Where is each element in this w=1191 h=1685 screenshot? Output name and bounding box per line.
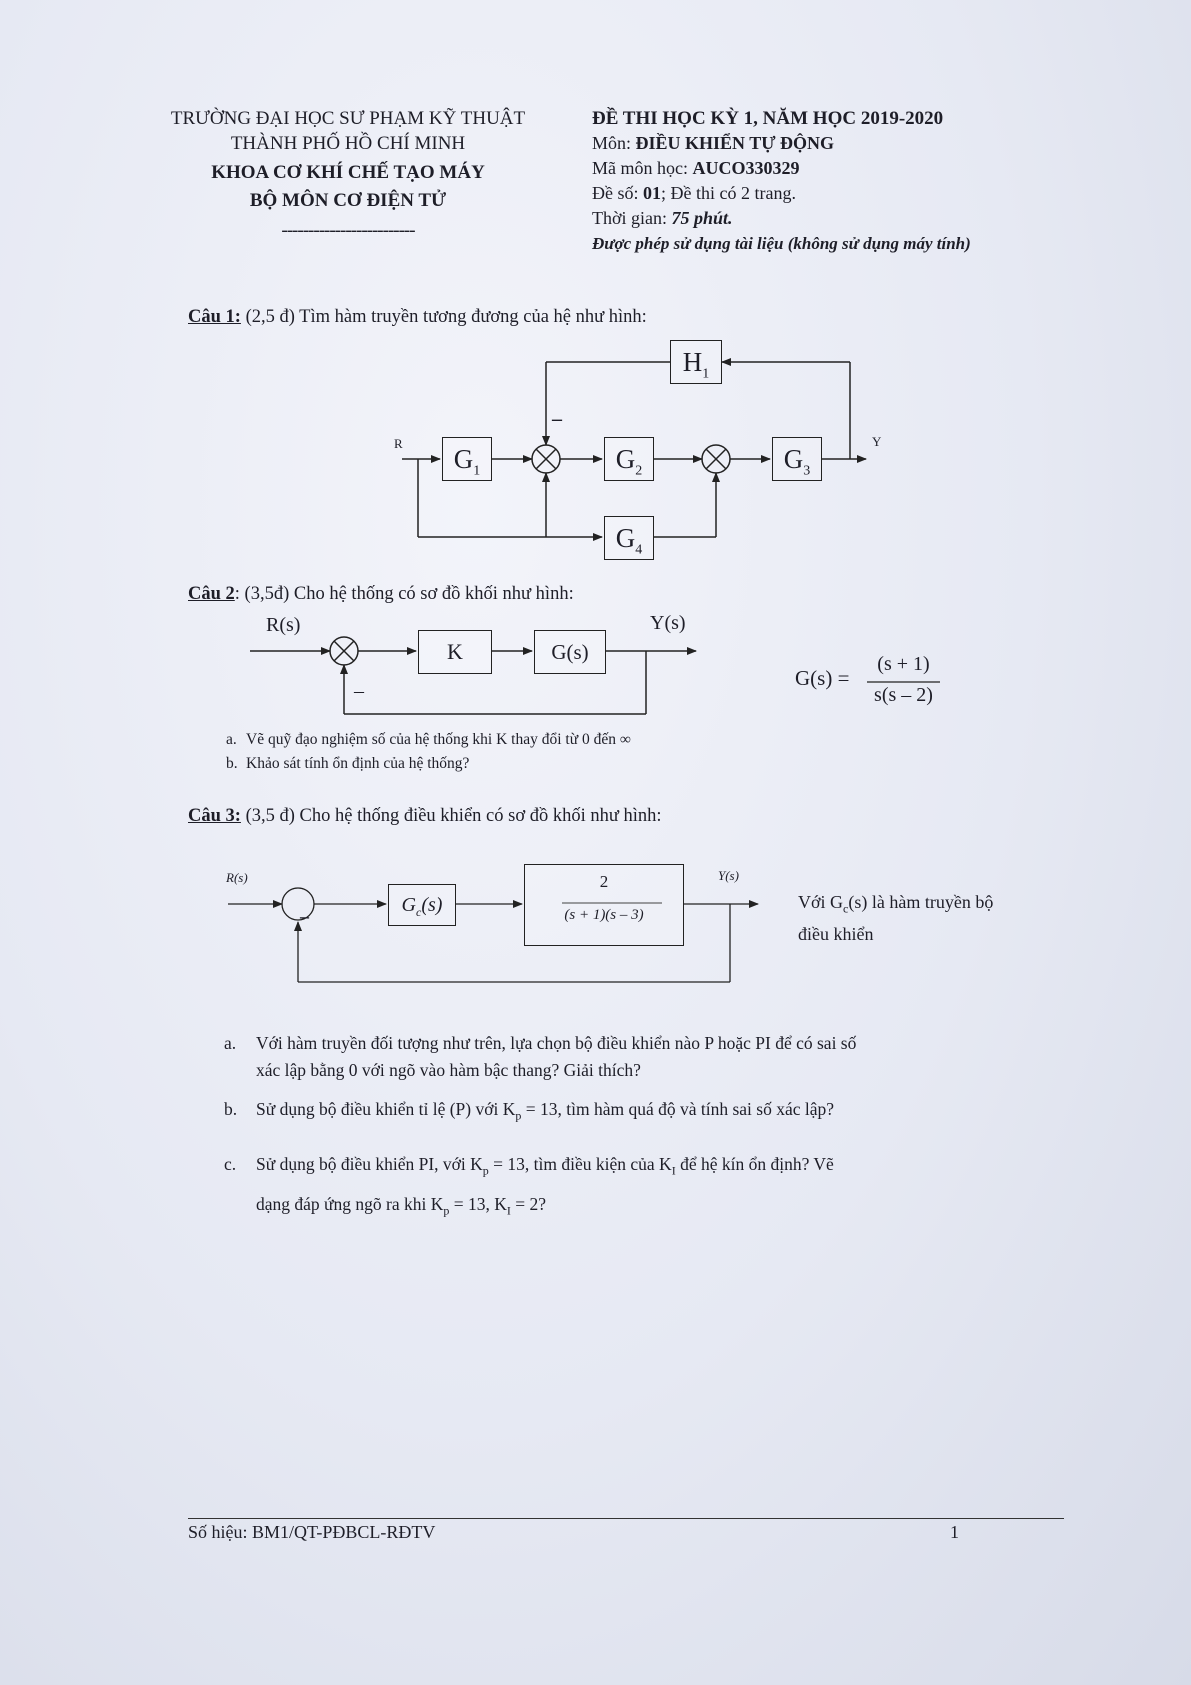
q3-item-c: c. Sử dụng bộ điều khiển PI, với $K_p = 13$, tìm điều kiện của $K_I$ để hệ kín ổn định? Vẽ dạng đáp ứng ngõ ra khi $K_p = 13$, $K_I = 2$? xyxy=(224,1154,834,1217)
exam-note: Được phép sử dụng tài liệu (không sử dụng máy tính) xyxy=(592,234,971,253)
duration-label: Thời gian: xyxy=(592,208,672,228)
exam-page-count: ; Đề thi có 2 trang. xyxy=(661,183,796,203)
q3-input-r: R(s) xyxy=(226,870,248,885)
q3-output-y: Y(s) xyxy=(718,868,739,883)
q2-formula-lhs: G(s) = xyxy=(795,666,850,690)
q2-formula-numerator: (s + 1) xyxy=(877,653,930,675)
faculty-name: KHOA CƠ KHÍ CHẾ TẠO MÁY xyxy=(211,162,485,183)
city-name: THÀNH PHỐ HỒ CHÍ MINH xyxy=(230,133,466,154)
q1-input-r: R xyxy=(394,436,403,451)
q2-item-b: b. Khảo sát tính ổn định của hệ thống? xyxy=(226,755,470,772)
course-code-label: Mã môn học: xyxy=(592,158,693,178)
q2-input-r: R(s) xyxy=(266,614,301,636)
plant-numerator: 2 xyxy=(599,872,609,891)
block-g2: $G_2$ xyxy=(604,437,654,481)
question-2-label: Câu 2 xyxy=(188,584,235,604)
block-h1: $H_1$ xyxy=(670,340,722,384)
page-number: 1 xyxy=(950,1522,959,1542)
subject-name: ĐIỀU KHIỂN TỰ ĐỘNG xyxy=(635,133,835,153)
course-code: AUCO330329 xyxy=(692,158,800,178)
question-1-points: (2,5 đ) xyxy=(240,307,295,327)
q1-output-y: Y xyxy=(872,434,882,449)
footer-rule xyxy=(188,1518,1064,1519)
block-g-s: G(s) xyxy=(534,630,606,674)
block-g3: $G_3$ xyxy=(772,437,822,481)
q2-formula-denominator: s(s – 2) xyxy=(874,684,933,706)
question-2 xyxy=(188,584,574,605)
question-1-text: Tìm hàm truyền tương đương của hệ như hình: xyxy=(294,307,647,327)
question-3 xyxy=(188,806,662,827)
question-3-label: Câu 3: xyxy=(188,806,241,826)
question-3-points: (3,5 đ) xyxy=(240,806,295,826)
header-divider: ------------------------- xyxy=(281,220,415,241)
question-1-label: Câu 1: xyxy=(188,307,241,327)
q3-side-note: Với $G_c(s)$ là hàm truyền bộ điều khiển xyxy=(798,892,994,944)
q3-item-b: b. Sử dụng bộ điều khiển tỉ lệ (P) với $K_p = 13$, tìm hàm quá độ và tính sai số xác lập? xyxy=(224,1099,835,1123)
duration: 75 phút. xyxy=(671,208,733,228)
q2-minus-sign: – xyxy=(354,680,364,702)
department-name: BỘ MÔN CƠ ĐIỆN TỬ xyxy=(249,190,447,211)
block-g1: $G_1$ xyxy=(442,437,492,481)
plant-denominator: (s + 1)(s – 3) xyxy=(564,907,644,923)
q2-output-y: Y(s) xyxy=(650,612,686,634)
q3-minus-sign: – xyxy=(300,906,309,926)
form-code: Số hiệu: BM1/QT-PĐBCL-RĐTV xyxy=(188,1522,436,1542)
q1-minus-sign: – xyxy=(552,408,562,430)
block-k: K xyxy=(418,630,492,674)
university-name: TRƯỜNG ĐẠI HỌC SƯ PHẠM KỸ THUẬT xyxy=(170,108,526,129)
q2-item-a: a. Vẽ quỹ đạo nghiệm số của hệ thống khi K thay đổi từ 0 đến ∞ xyxy=(226,731,631,748)
question-3-text: Cho hệ thống điều khiển có sơ đồ khối như hình: xyxy=(294,806,662,826)
subject-label: Môn: xyxy=(592,133,636,153)
question-2-points: : (3,5đ) xyxy=(234,584,290,604)
block-gc: $G_c(s)$ xyxy=(388,884,456,926)
q3-item-a: a. Với hàm truyền đối tượng như trên, lựa chọn bộ điều khiển nào P hoặc PI để có sai số xác lập bằng 0 với ngõ vào hàm bậc thang? Giải thích? xyxy=(224,1033,857,1080)
exam-number-label: Đề số: xyxy=(592,183,643,203)
exam-number: 01 xyxy=(643,183,661,203)
exam-title: ĐỀ THI HỌC KỲ 1, NĂM HỌC 2019-2020 xyxy=(592,108,944,129)
question-2-text: Cho hệ thống có sơ đồ khối như hình: xyxy=(289,584,574,604)
block-g4: $G_4$ xyxy=(604,516,654,560)
